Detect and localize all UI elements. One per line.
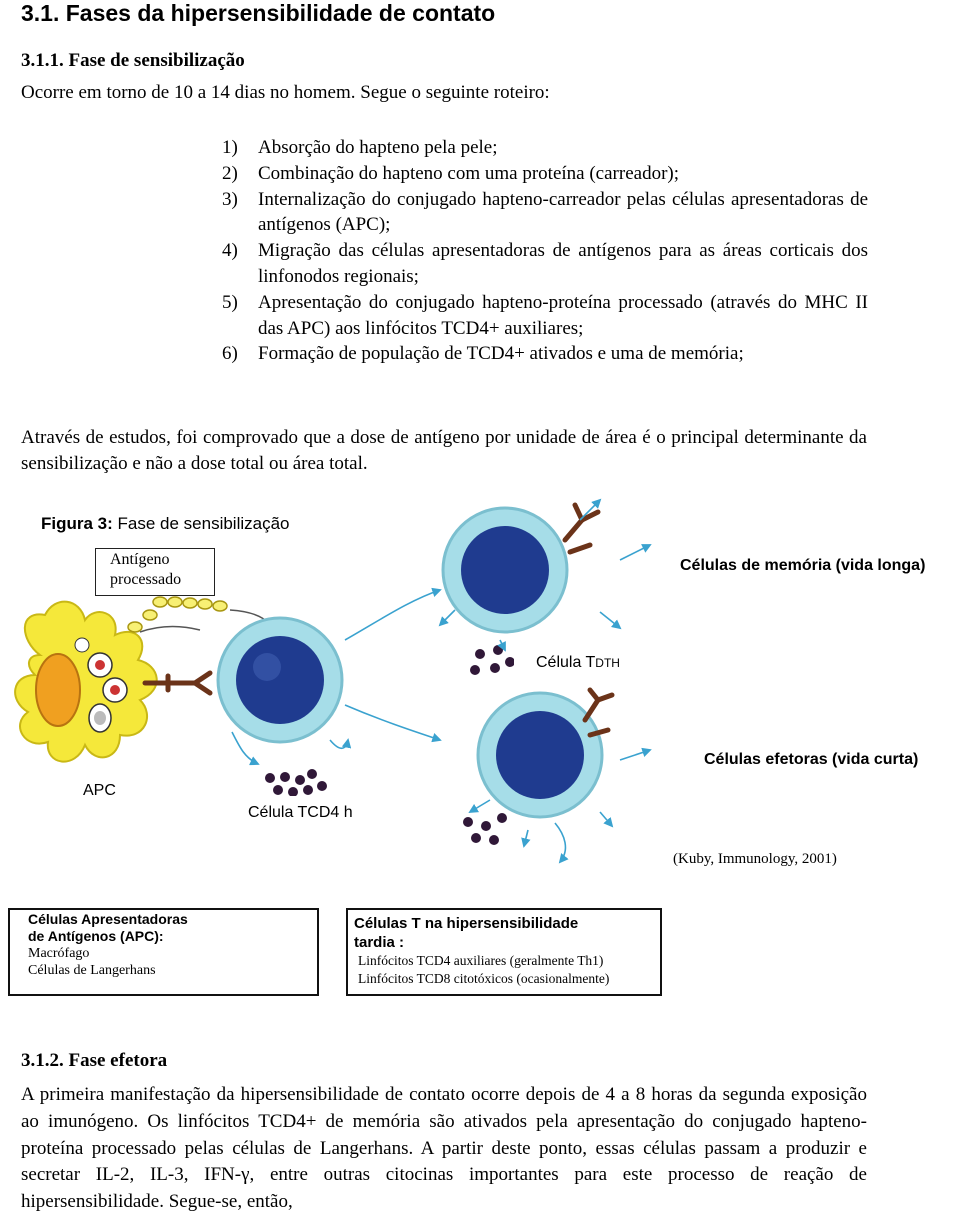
step-text: Absorção do hapteno pela pele; bbox=[258, 137, 498, 158]
figure-citation: (Kuby, Immunology, 2001) bbox=[673, 851, 837, 867]
t-box-title-line1: Células T na hipersensibilidade bbox=[354, 915, 579, 932]
subsection-heading-effector: 3.1.2. Fase efetora bbox=[21, 1050, 168, 1071]
effector-cell-icon bbox=[478, 690, 612, 817]
antigen-label-line1: Antígeno bbox=[110, 551, 170, 568]
step-number: 3) bbox=[222, 188, 238, 210]
tcd4-cell-icon bbox=[218, 618, 342, 742]
memory-cell-icon bbox=[443, 505, 598, 632]
list-item bbox=[222, 187, 868, 239]
tdth-prefix: Célula T bbox=[536, 654, 596, 671]
paragraph-effector-phase: A primeira manifestação da hipersensibilidade de contato ocorre depois de 4 a 8 horas da segunda exposição ao imunógeno. Os linfócitos TCD4+ de memória são ativados pela apresentação do conjugado hapteno-proteína processado pelas células de Langerhans. A partir deste ponto, essas células passam a produzir e secretar IL-2, IL-3, IFN-γ, entre outras citocinas importantes para este processo de reação de hipersensibilidade. Segue-se, então, bbox=[21, 1084, 867, 1213]
step-text: Migração das células apresentadoras de antígenos para as áreas corticais dos linfonodos regionais; bbox=[258, 240, 868, 287]
step-number: 2) bbox=[222, 162, 238, 184]
t-box-item: Linfócitos TCD8 citotóxicos (ocasionalmente) bbox=[358, 971, 610, 986]
apc-label: APC bbox=[33, 774, 171, 808]
list-item bbox=[222, 238, 868, 290]
step-number: 1) bbox=[222, 137, 238, 158]
memory-cells-label: Células de memória (vida longa) bbox=[680, 557, 926, 574]
step-number: 6) bbox=[222, 343, 238, 365]
list-item bbox=[222, 161, 868, 187]
figure-title bbox=[41, 514, 290, 534]
figure-title-text: Fase de sensibilização bbox=[112, 514, 290, 533]
tdth-suffix: DTH bbox=[595, 656, 620, 670]
list-item bbox=[222, 135, 868, 161]
tdth-cell-label bbox=[514, 645, 650, 681]
step-text: Formação de população de TCD4+ ativados e uma de memória; bbox=[258, 343, 744, 365]
t-box-item: Linfócitos TCD4 auxiliares (geralmente Th1) bbox=[358, 953, 604, 968]
antigen-label-line2: processado bbox=[110, 571, 182, 588]
subsection-heading-sensitization: 3.1.1. Fase de sensibilização bbox=[21, 50, 245, 71]
apc-box-title-line1: Células Apresentadoras bbox=[28, 911, 188, 927]
apc-info-box bbox=[8, 908, 319, 996]
figure-title-number: Figura 3: bbox=[41, 514, 113, 533]
t-box-title-line2: tardia : bbox=[354, 934, 405, 951]
paragraph-dose: Através de estudos, foi comprovado que a dose de antígeno por unidade de área é o principal determinante da sensibilização e não a dose total ou área total. bbox=[21, 427, 867, 474]
t-cells-info-box bbox=[346, 908, 662, 996]
apc-box-item: Células de Langerhans bbox=[28, 963, 156, 978]
intro-text: Ocorre em torno de 10 a 14 dias no homem. Segue o seguinte roteiro: bbox=[21, 82, 550, 103]
step-text: Combinação do hapteno com uma proteína (carreador); bbox=[258, 162, 679, 184]
effector-cells-label: Células efetoras (vida curta) bbox=[704, 751, 919, 768]
apc-box-item: Macrófago bbox=[28, 946, 90, 961]
list-item bbox=[222, 290, 868, 342]
antigen-label bbox=[95, 548, 215, 596]
tcd4-cell-label: Célula TCD4 h bbox=[210, 796, 398, 844]
section-heading: 3.1. Fases da hipersensibilidade de contato bbox=[21, 0, 496, 26]
step-text: Apresentação do conjugado hapteno-proteína processado (através do MHC II das APC) aos linfócitos TCD4+ auxiliares; bbox=[258, 291, 868, 339]
list-item bbox=[222, 341, 868, 367]
steps-list bbox=[222, 135, 868, 367]
step-text: Internalização do conjugado hapteno-carreador pelas células apresentadoras de antígenos (APC); bbox=[258, 188, 868, 236]
apc-box-title-line2: de Antígenos (APC): bbox=[28, 928, 164, 944]
step-number: 5) bbox=[222, 291, 238, 313]
step-number: 4) bbox=[222, 240, 238, 262]
